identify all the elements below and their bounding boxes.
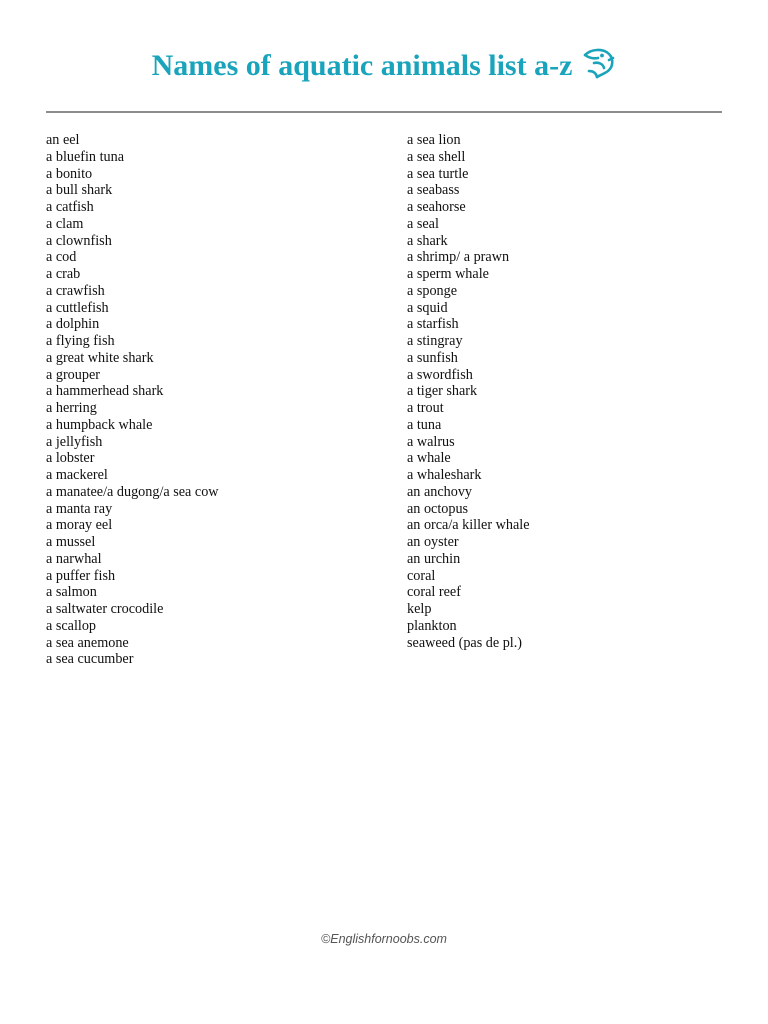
animal-list-right <box>407 132 727 651</box>
list-item: a puffer fish <box>46 567 116 584</box>
list-item: a great white shark <box>46 349 154 366</box>
list-item: a tuna <box>407 416 442 433</box>
list-item: a swordfish <box>407 366 473 383</box>
list-item: a scallop <box>46 617 97 634</box>
title-divider <box>46 111 722 113</box>
list-item: a shark <box>407 232 448 249</box>
animal-list-left <box>46 132 386 668</box>
list-item: an octopus <box>407 500 469 517</box>
list-item: a jellyfish <box>46 433 103 450</box>
list-item: a seal <box>407 215 439 232</box>
list-item: kelp <box>407 601 432 617</box>
list-item: plankton <box>407 617 457 634</box>
list-item: an orca/a killer whale <box>407 517 530 534</box>
list-item: a dolphin <box>46 316 100 333</box>
list-item: a sea turtle <box>407 165 469 182</box>
list-item: a manta ray <box>46 500 113 517</box>
list-item: an anchovy <box>407 483 473 500</box>
list-item: a seabass <box>407 182 460 199</box>
page-title-text: Names of aquatic animals list a-z <box>151 49 573 83</box>
list-item: a walrus <box>407 433 455 450</box>
list-item: a flying fish <box>46 333 115 349</box>
list-item: a salmon <box>46 584 97 601</box>
list-item: a stingray <box>407 333 463 349</box>
list-item: a squid <box>407 299 448 316</box>
list-item: a clam <box>46 215 84 232</box>
list-item: a whaleshark <box>407 467 482 483</box>
list-item: a sunfish <box>407 349 458 366</box>
list-item: a sperm whale <box>407 266 489 282</box>
list-item: seaweed (pas de pl.) <box>407 634 523 651</box>
fish-icon <box>580 46 616 82</box>
list-item: a sea cucumber <box>46 651 134 668</box>
page-title <box>0 44 768 86</box>
list-item: a catfish <box>46 199 94 215</box>
list-item: a whale <box>407 450 451 467</box>
list-item: a bonito <box>46 165 93 182</box>
list-item: a lobster <box>46 450 95 467</box>
list-item: a sea shell <box>407 148 466 165</box>
list-item: a crawfish <box>46 282 105 299</box>
list-item: a moray eel <box>46 517 113 534</box>
list-item: a tiger shark <box>407 383 478 400</box>
list-item: an urchin <box>407 550 461 567</box>
list-item: a mussel <box>46 534 96 550</box>
list-item: a narwhal <box>46 550 102 567</box>
list-item: a mackerel <box>46 467 108 483</box>
list-item: an oyster <box>407 534 459 550</box>
list-item: an eel <box>46 132 80 148</box>
list-item: a starfish <box>407 316 459 333</box>
list-item: a herring <box>46 400 97 416</box>
list-item: a sea anemone <box>46 634 129 651</box>
list-item: a grouper <box>46 366 100 383</box>
list-item: a shrimp/ a prawn <box>407 249 510 266</box>
list-item: a bull shark <box>46 182 113 199</box>
list-item: a saltwater crocodile <box>46 601 164 617</box>
list-item: a seahorse <box>407 199 466 215</box>
list-item: a bluefin tuna <box>46 148 125 165</box>
list-item: coral reef <box>407 584 461 601</box>
list-item: a crab <box>46 266 81 282</box>
list-item: a cuttlefish <box>46 299 109 316</box>
list-item: a clownfish <box>46 232 112 249</box>
footer-copyright: ©Englishfornoobs.com <box>321 932 447 946</box>
list-item: a manatee/a dugong/a sea cow <box>46 483 219 500</box>
list-item: a sponge <box>407 282 458 299</box>
list-item: a sea lion <box>407 132 461 148</box>
list-item: a hammerhead shark <box>46 383 164 400</box>
list-item: a cod <box>46 249 77 266</box>
list-item: a humpback whale <box>46 416 153 433</box>
list-item: coral <box>407 567 436 584</box>
list-item: a trout <box>407 400 444 416</box>
